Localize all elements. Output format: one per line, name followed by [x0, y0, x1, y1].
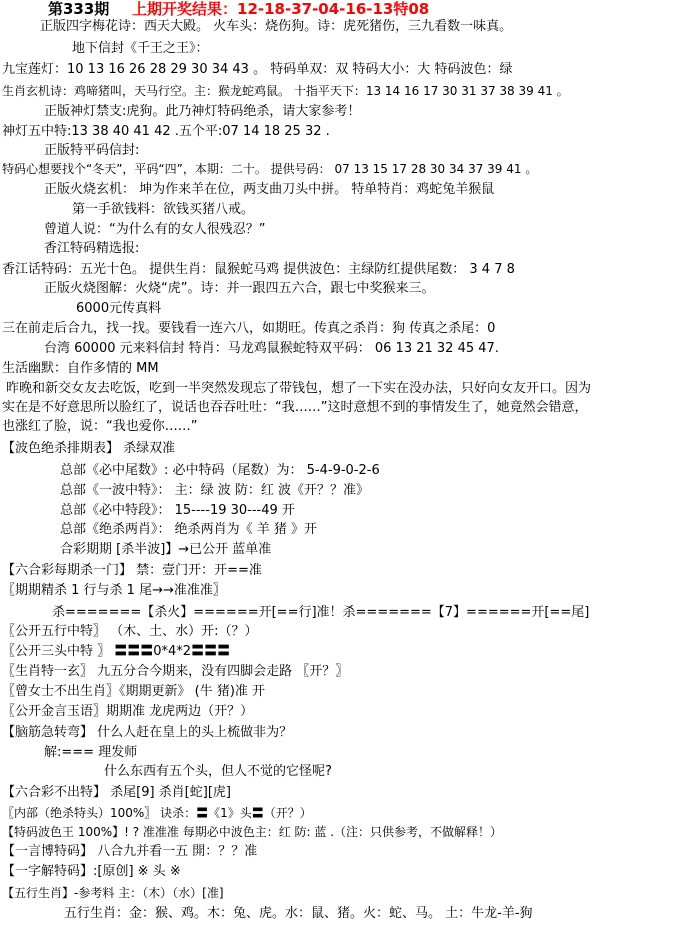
text-line: 【五行生肖】-参考料 主：（木）（水）[准]: [2, 886, 224, 900]
text-line: 也涨红了脸，说：“我也爱你……”: [2, 419, 198, 434]
text-line: 总部《必中尾数》: 必中特码（尾数）为： 5-4-9-0-2-6: [60, 463, 380, 478]
text-line: 〖曾女士不出生肖〗《期期更新》 (牛 猪)准 开: [2, 684, 266, 699]
last-draw-result: 上期开奖结果：12-18-37-04-16-13特08: [132, 0, 430, 18]
text-line: 生肖玄机诗：鸡啼猪叫，天马行空。主：猴龙蛇鸡鼠。 十指平天下：13 14 16 17 30 31 37 38 39 41 。: [2, 84, 569, 98]
text-line: 【波色绝杀排期表】 杀绿双准: [2, 441, 176, 456]
text-line: 总部《必中特段》： 15----19 30---49 开: [60, 503, 295, 518]
issue-number: 第333期: [48, 0, 110, 18]
text-line: 神灯五中特:13 38 40 41 42 .五个平:07 14 18 25 32 .: [2, 124, 330, 139]
text-line: 五行生肖：金：猴、鸡。木：兔、虎。水：鼠、猪。火：蛇、马。 土：牛龙-羊-狗: [64, 906, 533, 921]
text-line: 地下信封《千王之王》：: [72, 41, 209, 56]
text-line: 曾道人说：“为什么有的女人很残忍？”: [44, 222, 266, 237]
text-line: 特码心想要找个“冬天”，平码“四”，本期：二十。 提供号码： 07 13 15 17 28 30 34 37 39 41 。: [2, 162, 538, 176]
text-line: 【六合彩不出特】 杀尾[9] 杀肖[蛇][虎]: [2, 785, 231, 800]
text-line: 实在是不好意思所以脸红了，说话也吞吞吐吐：“我……”这时意想不到的事情发生了，她竟然会错意，: [2, 400, 588, 415]
text-line: 香江话特码：五光十色。 提供生肖：鼠猴蛇马鸡 提供波色：主绿防红提供尾数： 3 4 7 8: [2, 262, 515, 277]
text-line: 正版四字梅花诗：西天大殿。 火车头：烧伤狗。诗：虎死猪伤，三九看数一味真。: [40, 19, 513, 34]
text-line: 解:=== 理发师: [44, 745, 138, 760]
text-line: 【一字解特码】:[原创] ※ 头 ※: [2, 864, 181, 879]
text-line: 生活幽默：自作多情的 MM: [2, 361, 159, 376]
text-line: 总部《绝杀两肖》： 绝杀两肖为《 羊 猪 》开: [60, 522, 318, 537]
text-line: 〖公开五行中特〗 （木、土、水）开:（？）: [2, 624, 258, 639]
text-line: 6000元传真料: [76, 301, 162, 316]
text-line: 台湾 60000 元来料信封 特肖：马龙鸡鼠猴蛇特双平码： 06 13 21 32 45 47.: [44, 341, 499, 356]
text-line: 香江特码精选报:: [44, 241, 140, 256]
text-line: 〖生肖特一玄〗 九五分合今期来，没有四脚会走路 〖开？〗: [2, 664, 349, 679]
text-line: 第一手欲钱料：欲钱买猪八戒。: [72, 202, 255, 217]
text-line: 正版神灯禁支:虎狗。此乃神灯特码绝杀，请大家参考！: [44, 104, 361, 119]
text-line: 【六合彩每期杀一门】 禁：壹门开：开==准: [2, 563, 262, 578]
text-line: 〖内部（绝杀特头）100%〗 诀杀：〓《1》头〓（开？）: [2, 806, 312, 820]
text-line: 九宝莲灯：10 13 16 26 28 29 30 34 43 。 特码单双：双 特码大小：大 特码波色：绿: [2, 62, 513, 77]
text-line: 【脑筋急转弯】 什么人赶在皇上的头上梳做非为？: [2, 725, 293, 740]
text-line: 【一言博特码】 八合九并看一五 開：？？准: [2, 844, 258, 859]
text-line: 〖公开三头中特 〗 〓〓〓0*4*2〓〓〓: [2, 644, 231, 659]
text-line: 昨晚和新交女友去吃饭，吃到一半突然发现忘了带钱包，想了一下实在没办法，只好向女友开口。因为: [6, 381, 592, 396]
text-line: 杀=======【杀火】======开[==行]准！杀=======【7】======开[==尾]: [52, 605, 590, 620]
text-line: 合彩期期 [杀半波]】→已公开 蓝单准: [60, 542, 272, 557]
text-line: 什么东西有五个头，但人不觉的它怪呢?: [104, 764, 332, 779]
text-line: 正版火烧图解：火烧“虎”。诗：并一跟四五六合，跟七中奖猴来三。: [44, 281, 435, 296]
text-line: 〖期期精杀 1 行与杀 1 尾→→准准准〗: [2, 583, 226, 598]
text-line: 【特码波色王 100%】! ? 准准准 每期必中波色主：红 防: 蓝 .（注：只供参考，不做解释！）: [2, 825, 503, 839]
text-line: 正版特平码信封:: [44, 143, 140, 158]
text-line: 正版火烧玄机： 坤为作来羊在位，两支曲刀头中拼。 特单特肖：鸡蛇兔羊猴鼠: [44, 182, 495, 197]
text-line: 总部《一波中特》： 主：绿 波 防：红 波《开？？准》: [60, 483, 370, 498]
text-line: 三在前走后合九，找一找。要钱看一连六八，如期旺。传真之杀肖：狗 传真之杀尾：0: [2, 321, 496, 336]
text-line: 〖公开金言玉语〗期期准 龙虎两边（开？）: [2, 704, 254, 719]
